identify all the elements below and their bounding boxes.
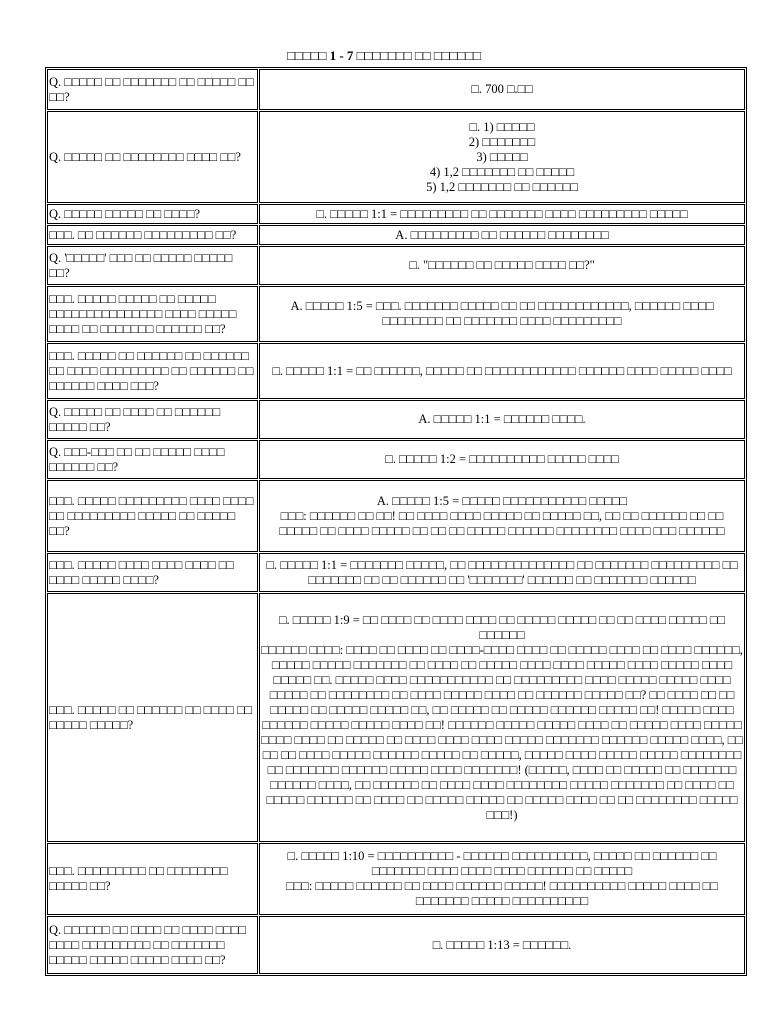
answer-cell — [259, 400, 745, 439]
question-cell: □□□. □□□□□ □□ □□□□□□ □□ □□□□ □□ □□□□□ □□□□□? — [47, 593, 258, 842]
answer-cell — [259, 440, 745, 479]
answer-line: □□□□□□ □□□□: □□□□ □□ □□□□ □□ □□□□-□□□□ □□□□ □□ □□□□□ □□□□ □□ □□□□ □□□□□□, □□□□□ □□□□□ □□□□□□□ □□ □□□□ □□ □□□□□ □□□□ □□□□ □□□□□ □□□□ □□□□□ □□□□ □□□□□ □□. □□□□□ □□□□ □□□□□□□□□□□ □□ □□□□□□□□□ □□□□ □□□□□ □□□□□ □□□□ □□□□□ □□ □□□□□□□□ □□ □□□□ □□□□□ □□□□ □□ □□□□□□ □□□□□ □□? □□ □□□□ □□ □□ □□□□□ □□ □□□□□ □□□□□ □□, □□ □□□□□ □□ □□□□□ □□□□□□ □□□□□ □□! □□□□□ □□□□ □□□□□□ □□□□□ □□□□□ □□□□ □□! □□□□□□ □□□□□ □□□□□ □□□□ □□ □□□□□ □□□□ □□□□□ □□□□ □□□□ □□ □□□□□ □□ □□□□ □□□□ □□□□ □□□□□ □□□□□□□ □□□□□□ □□□□□ □□□□, □□ □□ □□ □□□□ □□□□□ □□□□□□ □□□□□ □□ □□□□□, □□□□□ □□□□ □□□□□ □□□□□ □□□□□□□□ □□ □□□□□□□ □□□□□□ □□□□□ □□□□ □□□□□□□! (□□□□□, □□□□ □□ □□□□□ □□ □□□□□□□ □□□□□□ □□□□, □□ □□□□□□ □□ □□□□ □□□□ □□□□□□□□ □□□□□ □□□□□□□ □□ □□□□ □□ □□□□□ □□□□□□ □□ □□□□ □□ □□□□□ □□□□□ □□ □□□□□ □□□□ □□ □□ □□□□□□□□ □□□□□ □□□!) — [261, 642, 743, 822]
table-row — [47, 343, 745, 399]
table-row — [47, 400, 745, 439]
question-cell: □□□. □□□□□ □□□□□□□□□ □□□□ □□□□ □□ □□□□□□□□□ □□□□□ □□ □□□□□ □□? — [47, 480, 258, 552]
answer-line: 2) □□□□□□□ — [468, 134, 536, 149]
table-row — [47, 480, 745, 552]
answer-line: □. □□□□□ 1:10 = □□□□□□□□□□ - □□□□□□ □□□□□□□□□□, □□□□□ □□ □□□□□□ □□ □□□□□□□ □□□□ □□□□ □□□□ □□□□□□ □□ □□□□□ — [287, 849, 717, 878]
answer-cell — [259, 343, 745, 399]
answer-line: □□□: □□□□□□ □□ □□! □□ □□□□ □□□□ □□□□□ □□ □□□□□ □□, □□ □□ □□□□□□ □□ □□ □□□□□ □□ □□□□ □□□□□ □□ □□ □□ □□□□□ □□□□□□ □□□□□□□□ □□□□ □□□ □□□□□□ — [279, 508, 725, 538]
answer-line: □. □□□□□ 1:13 = □□□□□□. — [432, 937, 572, 952]
answer-line: □. □□□□□ 1:2 = □□□□□□□□□□ □□□□□ □□□□ — [385, 452, 619, 466]
answer-line: □. □□□□□ 1:1 = □□□□□□□□□ □□ □□□□□□□ □□□□ □□□□□□□□□ □□□□□ — [316, 206, 688, 221]
question-cell: □□□. □□□□□ □□□□ □□□□ □□□□ □□ □□□□ □□□□□ □□□□? — [47, 553, 258, 592]
answer-cell — [259, 225, 745, 245]
answer-cell — [259, 916, 745, 974]
table-row — [47, 111, 745, 203]
answer-cell — [259, 480, 745, 552]
answer-line: □. □□□□□ 1:1 = □□ □□□□□□, □□□□□ □□ □□□□□□□□□□□□ □□□□□□ □□□□ □□□□□ □□□□ — [272, 363, 732, 378]
question-cell: Q. '□□□□□' □□□ □□ □□□□□ □□□□□ □□? — [47, 246, 258, 285]
question-cell: Q. □□□□□ □□□□□ □□ □□□□? — [47, 204, 258, 224]
answer-line: A. □□□□□ 1:5 = □□□. □□□□□□□ □□□□□ □□ □□ □□□□□□□□□□□□, □□□□□□ □□□□ □□□□□□□□ □□ □□□□□□□ □□□□ □□□□□□□□□ — [290, 299, 714, 328]
table-row — [47, 225, 745, 245]
answer-cell — [259, 286, 745, 342]
answer-line: 5) 1,2 □□□□□□□ □□ □□□□□□ — [426, 179, 578, 194]
answer-cell — [259, 553, 745, 592]
answer-line: A. □□□□□ 1:1 = □□□□□□ □□□□. — [418, 412, 586, 426]
answer-line: □. □□□□□ 1:9 = □□ □□□□ □□ □□□□ □□□□ □□ □□□□□ □□□□□ □□ □□ □□□□ □□□□□ □□ □□□□□□ — [278, 612, 726, 642]
answer-line: □. □□□□□ 1:1 = □□□□□□□ □□□□□, □□ □□□□□□□□□□□□□□ □□ □□□□□□□ □□□□□□□□□ □□ □□□□□□□ □□ □□ □□□□□□ □□ '□□□□□□□' □□□□□□ □□ □□□□□□□ □□□□□□ — [266, 557, 738, 587]
answer-cell — [259, 69, 745, 110]
question-cell: □□□. □□□□□ □□ □□□□□□ □□ □□□□□□ □□ □□□□ □□□□□□□□□ □□ □□□□□□ □□ □□□□□□ □□□□ □□□? — [47, 343, 258, 399]
question-cell: Q. □□□-□□□ □□ □□ □□□□□ □□□□ □□□□□□ □□? — [47, 440, 258, 479]
answer-cell — [259, 843, 745, 915]
answer-line: 4) 1,2 □□□□□□□ □□ □□□□□ — [429, 164, 575, 179]
table-row — [47, 553, 745, 592]
answer-line: A. □□□□□□□□□ □□ □□□□□□ □□□□□□□□ — [395, 227, 609, 242]
answer-cell — [259, 593, 745, 842]
answer-line: □. 700 □.□□ — [471, 82, 533, 96]
answer-line: A. □□□□□ 1:5 = □□□□□ □□□□□□□□□□□ □□□□□ — [376, 493, 628, 508]
question-cell: Q. □□□□□□ □□ □□□□ □□ □□□□ □□□□ □□□□ □□□□□□□□□ □□ □□□□□□□ □□□□□ □□□□□ □□□□□ □□□□ □□? — [47, 916, 258, 974]
question-cell: □□□. □□ □□□□□□ □□□□□□□□□ □□? — [47, 225, 258, 245]
answer-cell — [259, 204, 745, 224]
document-title: □□□□□ 1 - 7 □□□□□□□ □□ □□□□□□ — [287, 48, 481, 63]
qa-table-body — [47, 69, 745, 974]
question-cell: □□□. □□□□□ □□□□□ □□ □□□□□ □□□□□□□□□□□□□□□ □□□□ □□□□□ □□□□ □□ □□□□□□□ □□□□□□ □□? — [47, 286, 258, 342]
question-cell: Q. □□□□□ □□ □□□□ □□ □□□□□□ □□□□□ □□? — [47, 400, 258, 439]
question-cell: Q. □□□□□ □□ □□□□□□□□ □□□□ □□? — [47, 111, 258, 203]
answer-line: 3) □□□□□ — [476, 149, 528, 164]
table-row — [47, 593, 745, 842]
answer-line: □□□: □□□□□ □□□□□□ □□ □□□□ □□□□□□ □□□□□! □□□□□□□□□□ □□□□□ □□□□ □□ □□□□□□□ □□□□□ □□□□□□□□□□ — [286, 879, 718, 908]
table-row — [47, 286, 745, 342]
answer-cell — [259, 111, 745, 203]
answer-line: □. "□□□□□□ □□ □□□□□ □□□□ □□?" — [409, 258, 595, 272]
answer-line: □. 1) □□□□□ — [469, 119, 535, 134]
answer-cell — [259, 246, 745, 285]
qa-table — [45, 67, 747, 976]
table-row — [47, 440, 745, 479]
table-row — [47, 916, 745, 974]
question-cell: Q. □□□□□ □□ □□□□□□□ □□ □□□□□ □□ □□? — [47, 69, 258, 110]
table-row — [47, 843, 745, 915]
table-row — [47, 204, 745, 224]
table-row — [47, 246, 745, 285]
question-cell: □□□. □□□□□□□□□ □□ □□□□□□□□ □□□□□ □□? — [47, 843, 258, 915]
table-row — [47, 69, 745, 110]
